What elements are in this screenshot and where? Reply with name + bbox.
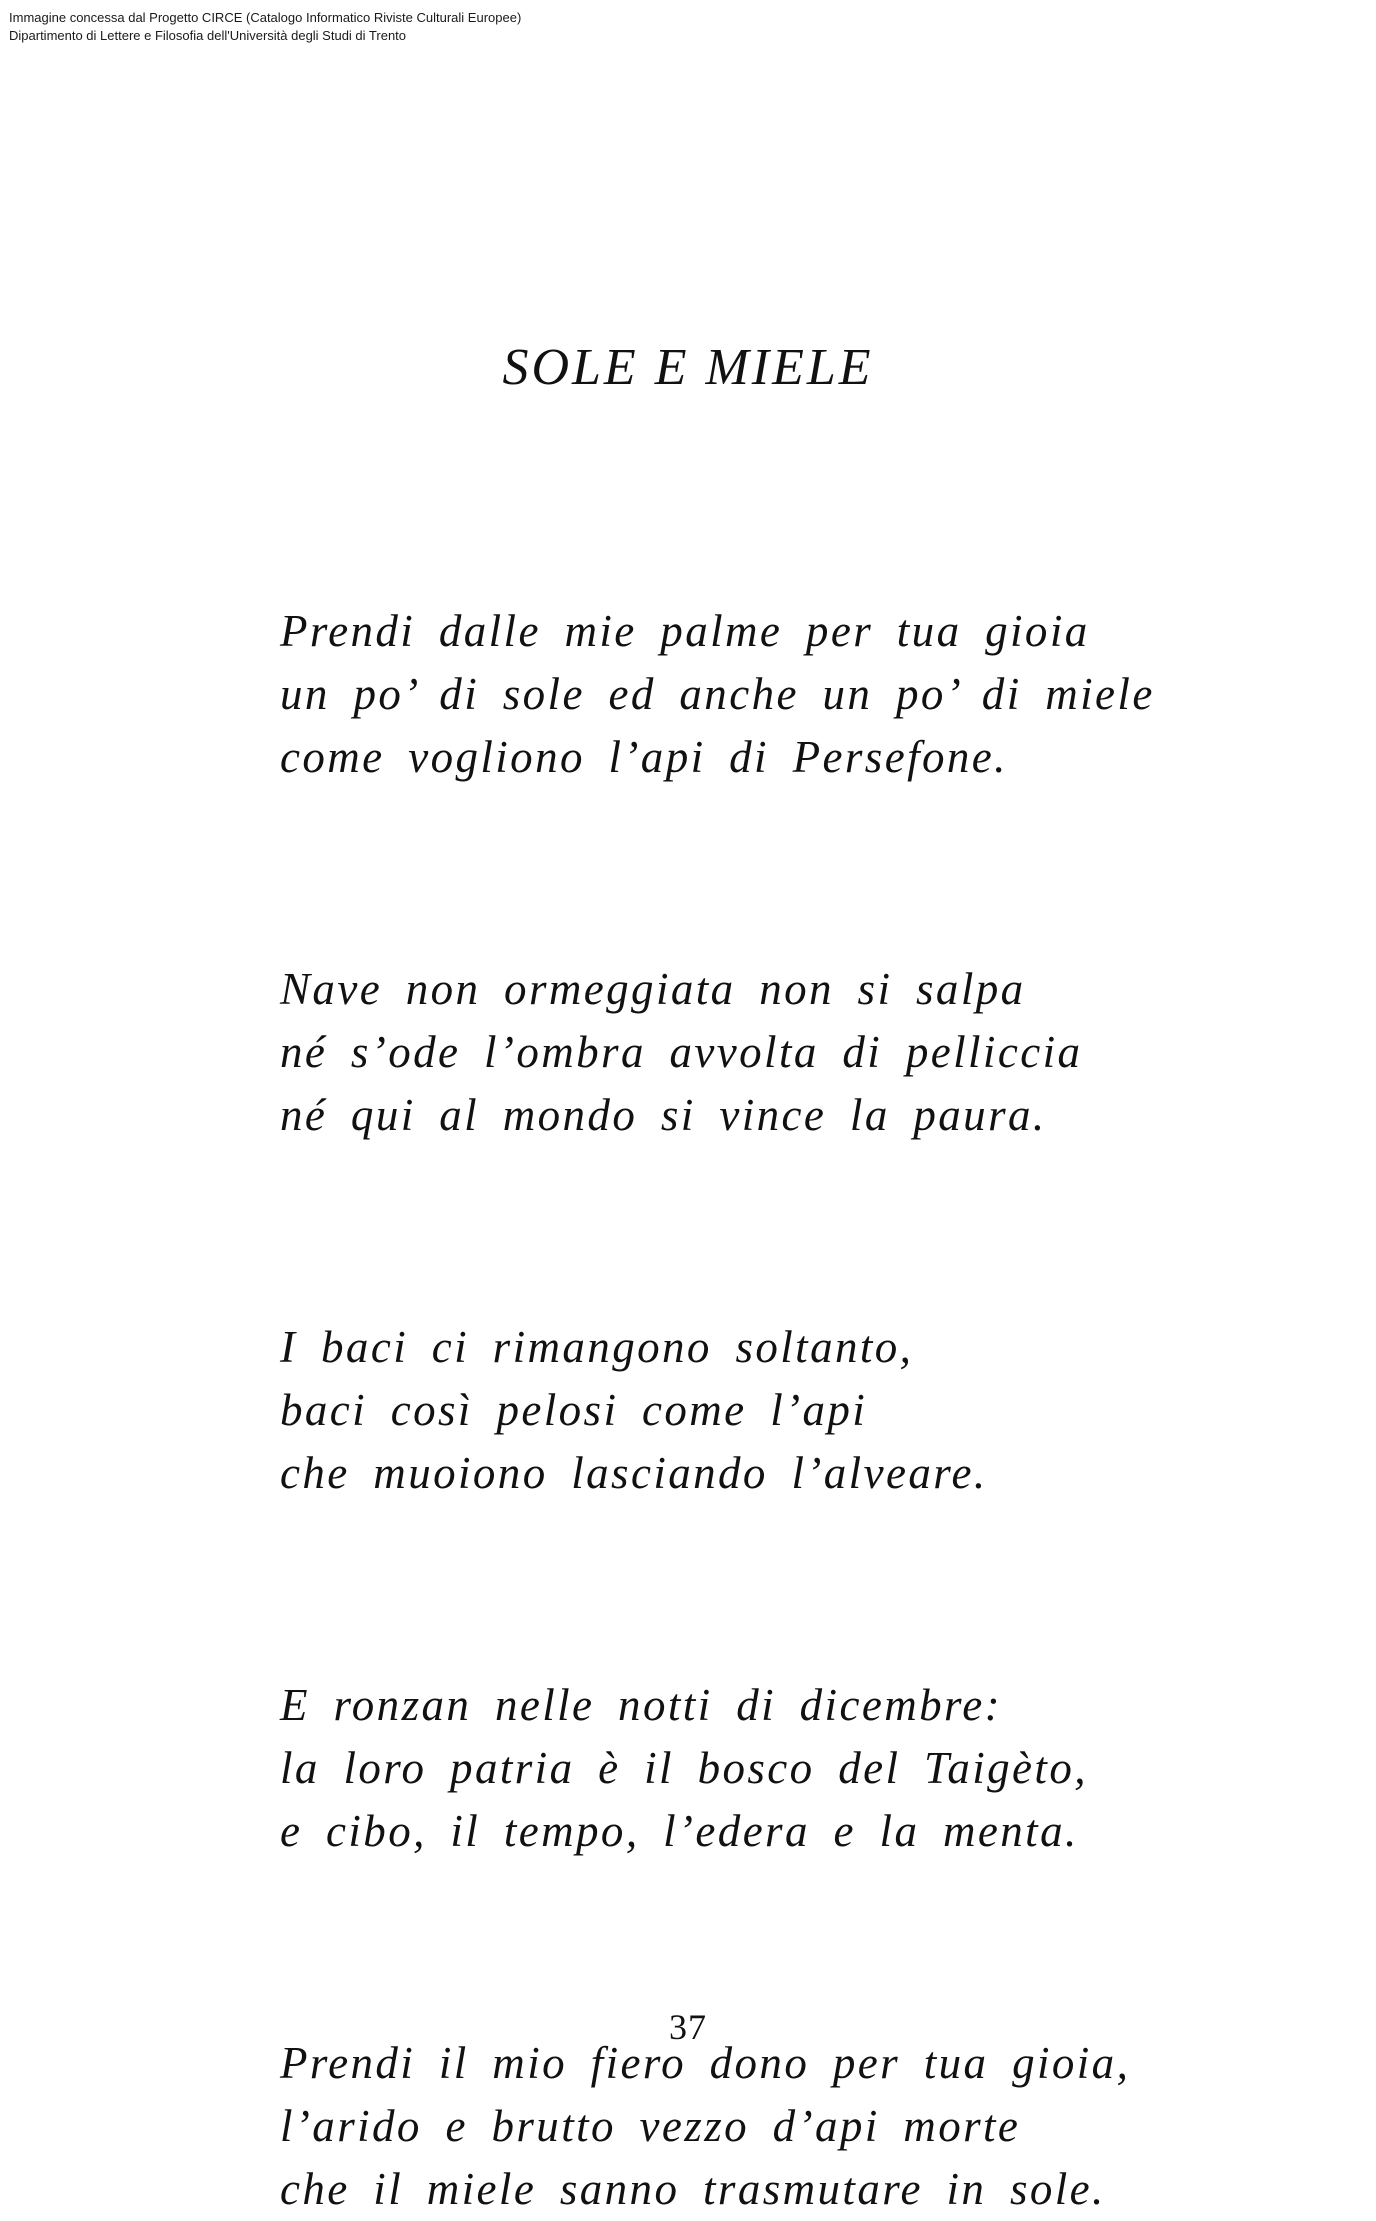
- stanza-3: [280, 1316, 1180, 1505]
- verse-line: che il miele sanno trasmutare in sole.: [280, 2164, 1106, 2214]
- verse-line: I baci ci rimangono soltanto,: [280, 1322, 914, 1372]
- verse-line: Nave non ormeggiata non si salpa: [280, 964, 1026, 1014]
- verse-line: né s’ode l’ombra avvolta di pelliccia: [280, 1027, 1083, 1077]
- stanza-5: [280, 2032, 1180, 2221]
- verse-line: e cibo, il tempo, l’edera e la menta.: [280, 1806, 1079, 1856]
- poem-body: [280, 600, 1180, 2221]
- verse-line: che muoiono lasciando l’alveare.: [280, 1448, 988, 1498]
- credit-line-1: Immagine concessa dal Progetto CIRCE (Catalogo Informatico Riviste Culturali Europee): [9, 10, 522, 25]
- verse-line: un po’ di sole ed anche un po’ di miele: [280, 669, 1155, 719]
- verse-line: E ronzan nelle notti di dicembre:: [280, 1680, 1003, 1730]
- verse-line: la loro patria è il bosco del Taigèto,: [280, 1743, 1088, 1793]
- verse-line: Prendi il mio fiero dono per tua gioia,: [280, 2038, 1131, 2088]
- credit-line-2: Dipartimento di Lettere e Filosofia dell'Università degli Studi di Trento: [9, 28, 407, 43]
- verse-line: baci così pelosi come l’api: [280, 1385, 868, 1435]
- poem-title-text: SOLE E MIELE: [502, 339, 874, 396]
- verse-line: come vogliono l’api di Persefone.: [280, 732, 1008, 782]
- verse-line: Prendi dalle mie palme per tua gioia: [280, 606, 1090, 656]
- page-number: 37: [669, 2007, 707, 2047]
- poem-title: [0, 338, 1376, 398]
- image-credit: [9, 9, 521, 45]
- verse-line: né qui al mondo si vince la paura.: [280, 1090, 1047, 1140]
- stanza-1: [280, 600, 1180, 789]
- stanza-4: [280, 1674, 1180, 1863]
- stanza-2: [280, 958, 1180, 1147]
- verse-line: l’arido e brutto vezzo d’api morte: [280, 2101, 1021, 2151]
